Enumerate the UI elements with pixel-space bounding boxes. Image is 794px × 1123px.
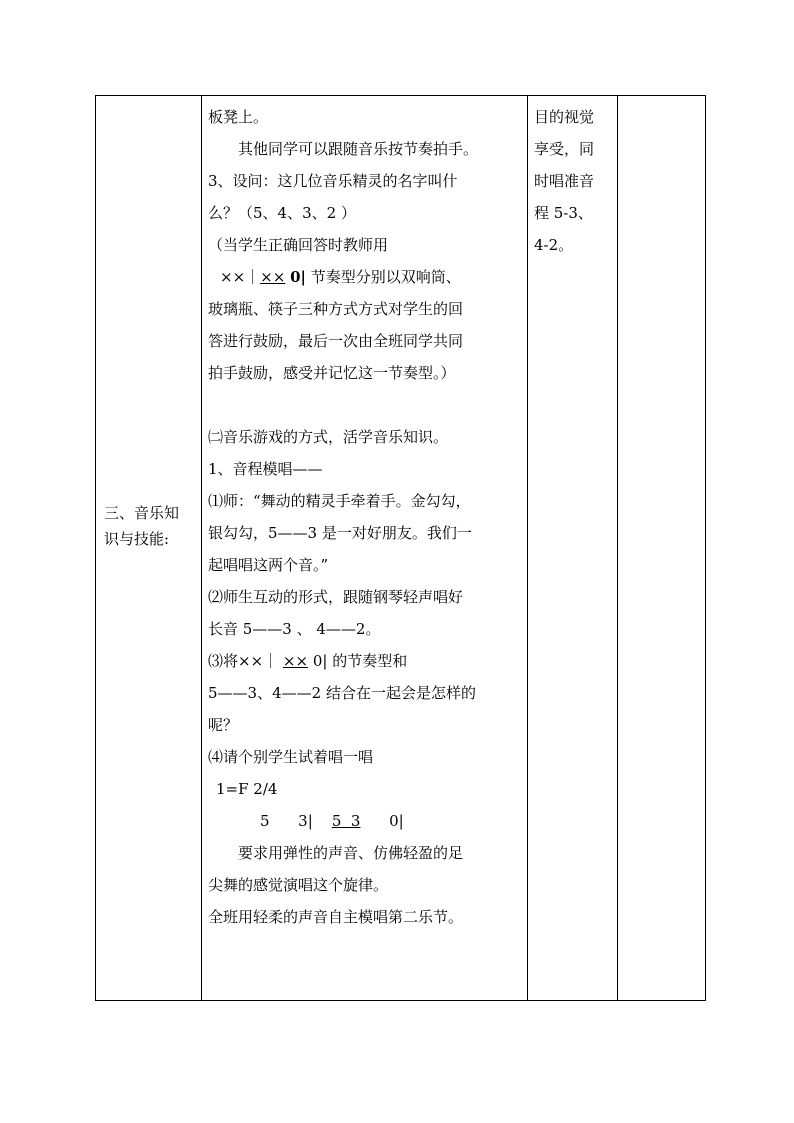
- rhythm-underlined: ××: [260, 268, 286, 286]
- content-line: ⑵师生互动的形式，跟随钢琴轻声唱好: [208, 588, 464, 606]
- notation-rest: 0|: [389, 812, 404, 830]
- content-line: 尖舞的感觉演唱这个旋律。: [208, 876, 389, 894]
- column-divider: [201, 96, 202, 1000]
- content-line: 玻璃瓶、筷子三种方式方式对学生的回: [208, 300, 464, 318]
- notation-part: 5 3|: [260, 812, 313, 830]
- key-signature-line: 1=F 2/4: [216, 780, 278, 798]
- section-label-line: 三、音乐知: [104, 504, 180, 522]
- content-line: ⑴师：“舞动的精灵手牵着手。金勾勾，: [208, 492, 471, 510]
- content-line: 呢？: [208, 716, 239, 734]
- content-line: 么？（5、4、3、2 ）: [208, 204, 356, 222]
- goal-line: 时唱准音: [534, 172, 595, 190]
- rhythm-rest: 0|: [290, 268, 306, 286]
- content-line: 5——3、4——2 结合在一起会是怎样的: [208, 684, 476, 702]
- rhythm-line: [208, 261, 478, 293]
- content-line: 拍手鼓励，感受并记忆这一节奏型。）: [208, 364, 456, 382]
- content-line: 答进行鼓励，最后一次由全班同学共同: [208, 332, 464, 350]
- content-line: 板凳上。: [208, 108, 269, 126]
- content-line: （当学生正确回答时教师用: [208, 236, 389, 254]
- goal-line: 享受，同: [534, 140, 595, 158]
- content-line: 起唱唱这两个音。”: [208, 556, 329, 574]
- rhythm-line: [208, 645, 478, 677]
- goal-line: 4-2。: [534, 236, 574, 254]
- rhythm-rest: 0| 的节奏型和: [312, 652, 408, 670]
- content-line: 3、设问：这几位音乐精灵的名字叫什: [208, 172, 458, 190]
- goal-cell: [534, 101, 594, 261]
- notation-underlined: 5 3: [331, 812, 361, 830]
- column-divider: [617, 96, 618, 1000]
- content-line: 1、音程模唱——: [208, 460, 323, 478]
- rhythm-part: ××｜: [220, 268, 261, 286]
- rhythm-text: 节奏型分别以双响筒、: [310, 268, 461, 286]
- rhythm-part: ⑶将××｜: [208, 652, 279, 670]
- content-line: ⑷请个别学生试着唱一唱: [208, 748, 374, 766]
- content-line: 长音 5——3 、 4——2。: [208, 620, 381, 638]
- content-line: 其他同学可以跟随音乐按节奏拍手。: [238, 140, 479, 158]
- goal-line: 目的视觉: [534, 108, 595, 126]
- column-divider: [527, 96, 528, 1000]
- content-line: 全班用轻柔的声音自主模唱第二乐节。: [208, 908, 464, 926]
- content-line: 要求用弹性的声音、仿佛轻盈的足: [238, 844, 464, 862]
- rhythm-underlined: ××: [282, 652, 309, 670]
- content-cell: [208, 101, 478, 933]
- section-label-cell: [104, 500, 179, 552]
- content-line: 银勾勾，5——3 是一对好朋友。我们一: [208, 524, 472, 542]
- blank-line: [208, 389, 478, 421]
- notation-line: [208, 805, 478, 837]
- lesson-plan-table: [95, 95, 706, 1001]
- goal-line: 程 5-3、: [534, 204, 593, 222]
- content-line: ㈡音乐游戏的方式，活学音乐知识。: [208, 428, 449, 446]
- section-label-line: 识与技能:: [104, 530, 170, 548]
